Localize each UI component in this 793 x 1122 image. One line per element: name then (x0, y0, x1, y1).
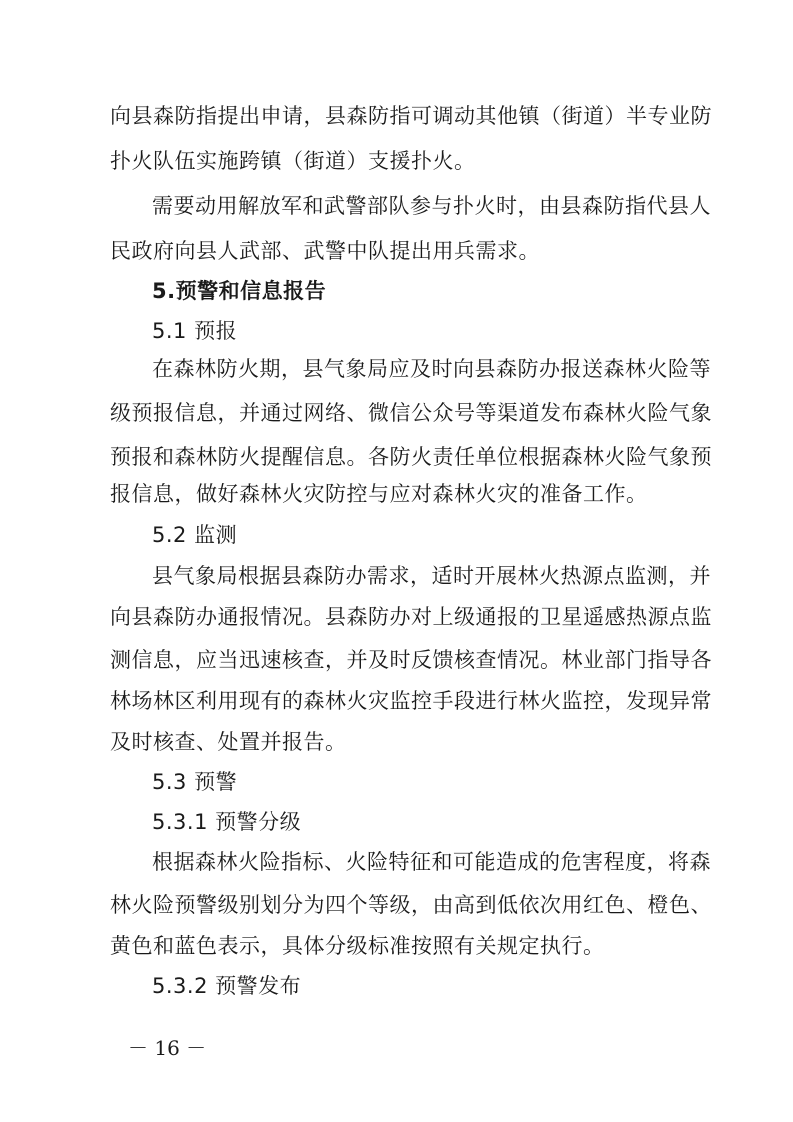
paragraph-line: 林火险预警级别划分为四个等级，由高到低依次用红色、橙色、 (110, 893, 712, 917)
paragraph-line: 级预报信息，并通过网络、微信公众号等渠道发布森林火险气象 (110, 401, 712, 425)
page-number: － 16 － (128, 1036, 207, 1060)
subsection-heading: 5.2 监测 (152, 523, 238, 547)
subsubsection-heading: 5.3.2 预警发布 (152, 974, 302, 998)
paragraph-line: 在森林防火期，县气象局应及时向县森防办报送森林火险等 (152, 357, 711, 381)
paragraph-line: 测信息，应当迅速核查，并及时反馈核查情况。林业部门指导各 (110, 648, 712, 672)
paragraph-line: 扑火队伍实施跨镇（街道）支援扑火。 (110, 149, 476, 173)
paragraph-line: 黄色和蓝色表示，具体分级标准按照有关规定执行。 (110, 934, 605, 958)
subsection-heading: 5.3 预警 (152, 770, 238, 794)
paragraph-line: 需要动用解放军和武警部队参与扑火时，由县森防指代县人 (152, 194, 711, 218)
paragraph-line: 县气象局根据县森防办需求，适时开展林火热源点监测，并 (152, 564, 711, 588)
section-heading: 5.预警和信息报告 (152, 279, 327, 303)
paragraph-line: 民政府向县人武部、武警中队提出用兵需求。 (110, 239, 540, 263)
paragraph-line: 预报和森林防火提醒信息。各防火责任单位根据森林火险气象预 (110, 445, 712, 469)
paragraph-line: 向县森防办通报情况。县森防办对上级通报的卫星遥感热源点监 (110, 605, 712, 629)
paragraph-line: 向县森防指提出申请，县森防指可调动其他镇（街道）半专业防 (110, 104, 712, 128)
paragraph-line: 林场林区利用现有的森林火灾监控手段进行林火监控，发现异常 (110, 689, 712, 713)
subsection-heading: 5.1 预报 (152, 319, 238, 343)
paragraph-line: 及时核查、处置并报告。 (110, 730, 347, 754)
paragraph-line: 根据森林火险指标、火险特征和可能造成的危害程度，将森 (152, 850, 711, 874)
paragraph-line: 报信息，做好森林火灾防控与应对森林火灾的准备工作。 (110, 482, 648, 506)
subsubsection-heading: 5.3.1 预警分级 (152, 810, 302, 834)
